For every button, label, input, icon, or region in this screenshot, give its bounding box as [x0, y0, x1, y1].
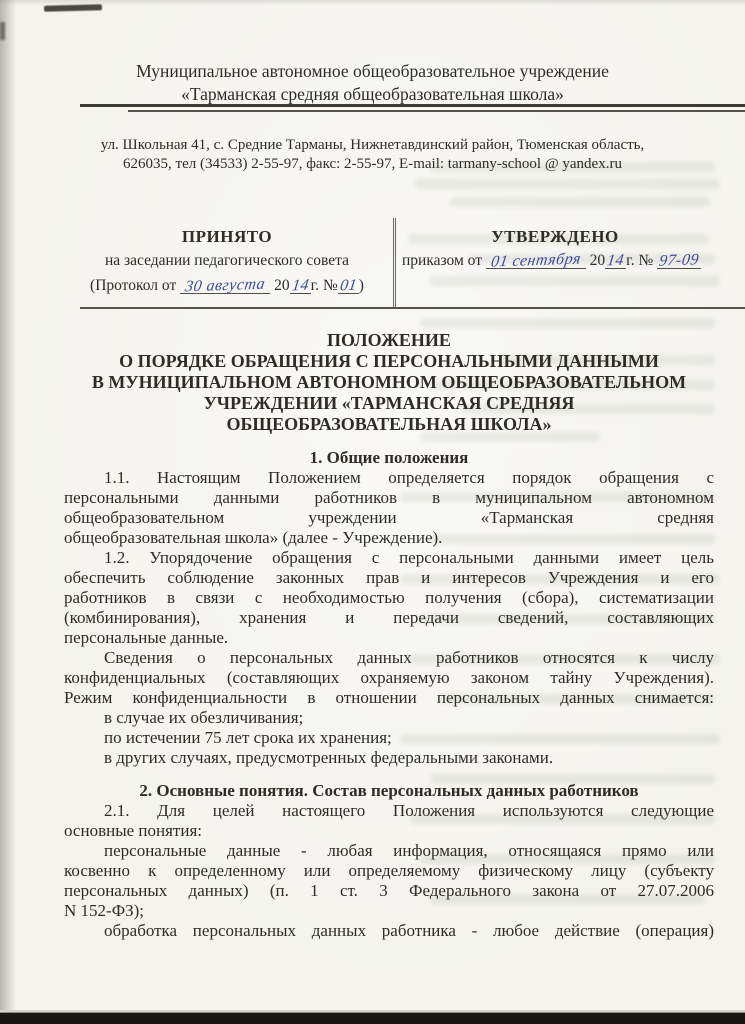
document-title-line: В МУНИЦИПАЛЬНОМ АВТОНОМНОМ ОБЩЕОБРАЗОВАТЕЛЬНОМ: [91, 372, 687, 392]
document-title-line: ОБЩЕОБРАЗОВАТЕЛЬНАЯ ШКОЛА»: [226, 414, 552, 434]
scan-edge-shadow-top: [0, 0, 745, 6]
paragraph-processing-line: обработка персональных данных работника - любое действие (операция): [104, 921, 714, 940]
org-address-line2: 626035, тел (34533) 2-55-97, факс: 2-55-97, E-mail: tarmany-school @ yandex.ru: [123, 156, 622, 172]
header-rule-thick: [80, 104, 745, 107]
paragraph-1-1-line: 1.1. Настоящим Положением определяется порядок обращения с: [104, 468, 714, 487]
list-item: по истечении 75 лет срока их хранения;: [104, 728, 392, 747]
scan-bottom-band: [0, 1013, 745, 1024]
bleed-through-line: [430, 276, 720, 286]
paragraph-personal-data-line: персональные данные - любая информация, относящаяся прямо или: [104, 841, 714, 860]
paragraph-confidential-line: конфиденциальных (составляющих охраняемую законом тайну Учреждения).: [64, 668, 714, 687]
paragraph-1-1-line: персональными данными работников в муниципальном автономном: [64, 488, 714, 507]
approved-prefix: приказом от: [402, 252, 483, 269]
document-body: [64, 448, 714, 941]
handwritten-order-number: 97-09: [658, 251, 701, 270]
list-item: в случае их обезличивания;: [104, 708, 304, 727]
org-name-line2: «Тарманская средняя общеобразовательная школа»: [181, 84, 564, 104]
paragraph-1-1-line: общеобразовательная школа» (далее - Учреждение).: [64, 528, 443, 547]
bleed-through-line: [450, 197, 710, 207]
handwritten-order-year: 14: [606, 251, 626, 270]
approved-number-blank: [657, 251, 701, 270]
approved-block: [402, 226, 738, 273]
section-1-heading: 1. Общие положения: [309, 448, 469, 467]
accepted-subtitle: на заседании педагогического совета: [104, 252, 350, 269]
approved-date-blank: [486, 250, 586, 271]
bleed-through-line: [420, 318, 715, 328]
paragraph-1-2-line: (комбинирования), хранения и передачи сведений, составляющих: [64, 608, 714, 627]
approved-year-suffix: г. №: [626, 252, 654, 269]
paragraph-confidential-line: Режим конфиденциальности в отношении персональных данных снимается:: [64, 688, 714, 707]
accepted-block: [64, 226, 390, 298]
handwritten-protocol-year: 14: [290, 276, 310, 295]
paragraph-2-1-line: основные понятия:: [64, 821, 202, 840]
section-separator-line: [80, 307, 745, 309]
section-2-heading: 2. Основные понятия. Состав персональных данных работников: [139, 781, 639, 800]
paragraph-personal-data-line: N 152-ФЗ);: [64, 901, 145, 920]
list-item: в других случаях, предусмотренных федеральными законами.: [104, 748, 554, 767]
header-rule-thin: [128, 110, 745, 112]
accepted-number-blank: [338, 276, 359, 295]
scan-artifact-nub: [0, 22, 5, 40]
paragraph-1-2-line: 1.2. Упорядочение обращения с персональными данными имеет цель: [104, 548, 714, 567]
scan-artifact-mark: [44, 4, 102, 12]
paragraph-personal-data-line: персональных данных) (п. 1 ст. 3 Федерального закона от 27.07.2006: [64, 881, 714, 900]
paragraph-2-1-line: 2.1. Для целей настоящего Положения используются следующие: [104, 801, 714, 820]
accepted-date-blank: [180, 275, 270, 296]
scan-edge-shadow: [0, 0, 16, 1024]
paragraph-1-1-line: общеобразовательном учреждении «Тарманская средняя: [64, 508, 714, 527]
paragraph-1-2-line: персональные данные.: [64, 628, 229, 647]
bleed-through-line: [415, 179, 720, 189]
paragraph-personal-data-line: косвенно к определенному или определяемому физическому лицу (субъекту: [64, 861, 714, 880]
approved-title: УТВЕРЖДЕНО: [491, 227, 619, 246]
accepted-suffix: ): [358, 277, 364, 294]
accepted-title: ПРИНЯТО: [181, 227, 273, 246]
handwritten-order-date: 01 сентября: [489, 250, 583, 271]
paragraph-confidential-line: Сведения о персональных данных работников относятся к числу: [104, 648, 714, 667]
approval-divider: [393, 218, 396, 307]
accepted-year-blank: [290, 276, 311, 295]
approved-year-printed: 20: [589, 252, 606, 269]
org-name-line1: Муниципальное автономное общеобразовательное учреждение: [136, 61, 609, 81]
approved-order-line: [402, 248, 738, 273]
document-title-line: УЧРЕЖДЕНИИ «ТАРМАНСКАЯ СРЕДНЯЯ: [203, 393, 575, 413]
handwritten-protocol-date: 30 августа: [184, 275, 267, 296]
document-title: [64, 330, 714, 435]
paragraph-1-2-line: обеспечить соблюдение законных прав и интересов Учреждения и его: [64, 568, 714, 587]
accepted-protocol-line: [64, 273, 390, 298]
accepted-prefix: (Протокол от: [90, 277, 177, 294]
accepted-year-suffix: г. №: [310, 277, 338, 294]
accepted-year-printed: 20: [274, 277, 290, 294]
approved-year-blank: [605, 251, 626, 270]
org-address-line1: ул. Школьная 41, с. Средние Тарманы, Нижнетавдинский район, Тюменская область,: [100, 137, 645, 153]
document-title-line: О ПОРЯДКЕ ОБРАЩЕНИЯ С ПЕРСОНАЛЬНЫМИ ДАННЫМИ: [119, 351, 659, 371]
paragraph-1-2-line: работников в связи с необходимостью получения (сбора), систематизации: [64, 588, 714, 607]
handwritten-protocol-number: 01: [338, 276, 359, 295]
document-title-line: ПОЛОЖЕНИЕ: [327, 330, 451, 350]
